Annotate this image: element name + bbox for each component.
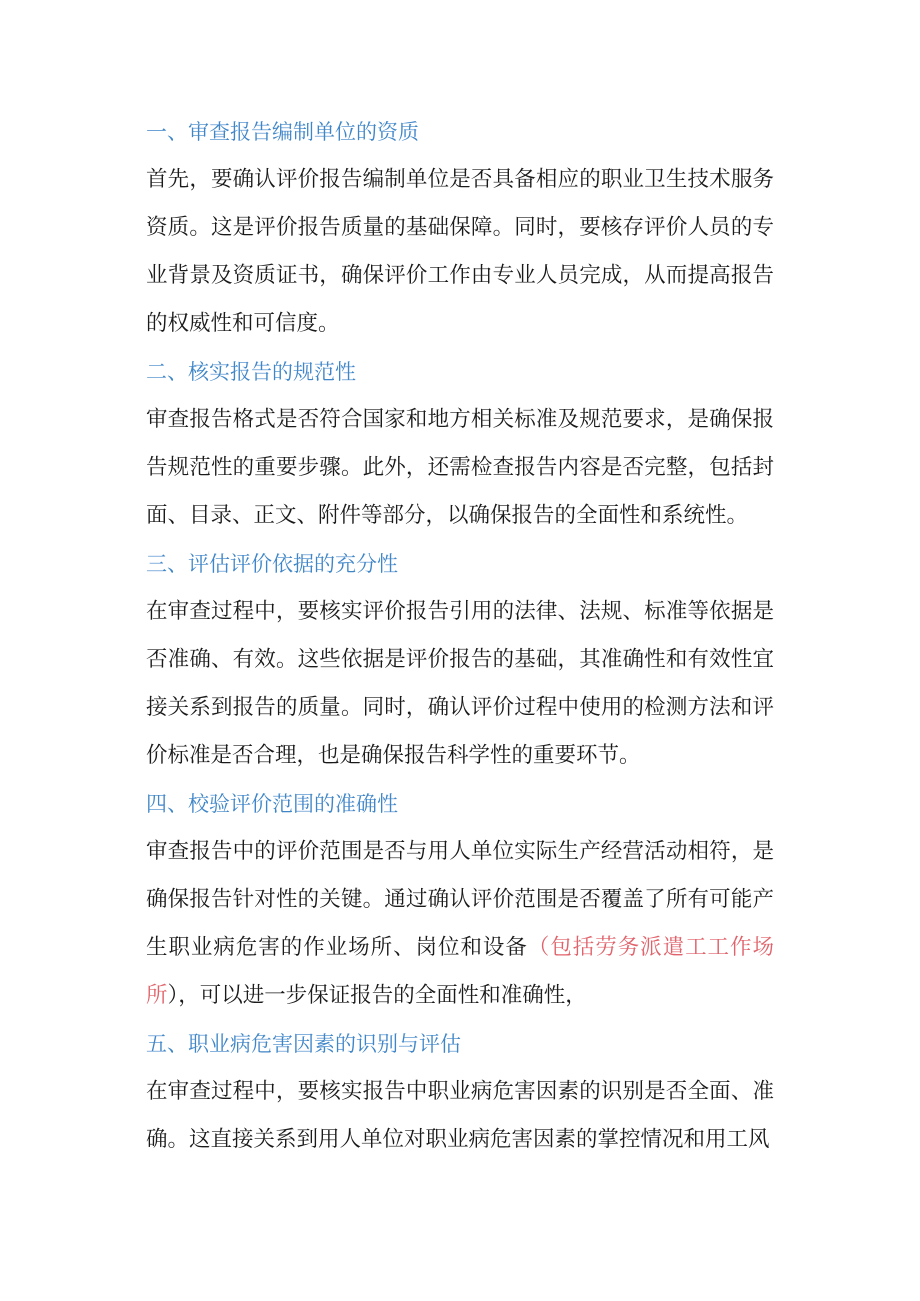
section-3 — [146, 540, 774, 780]
section-heading: 一、审查报告编制单位的资质 — [146, 120, 419, 144]
section-heading: 五、职业病危害因素的识别与评估 — [146, 1032, 461, 1056]
section-body: 在审查过程中，要核实评价报告引用的法律、法规、标准等依据是否准确、有效。这些依据是评价报告的基础，其准确性和有效性宜接关系到报告的质量。同时，确认评价过程中使用的检测方法和评价标准是否合理，也是确保报告科学性的重要环节。 — [146, 599, 774, 768]
section-body: 在审查过程中，要核实报告中职业病危害因素的识别是否全面、准确。这直接关系到用人单位对职业病危害因素的掌控情况和用工风 — [146, 1079, 774, 1152]
section-heading: 三、评估评价依据的充分性 — [146, 552, 398, 576]
section-heading: 四、校验评价范围的准确性 — [146, 792, 398, 816]
section-5 — [146, 1020, 774, 1164]
body-text: ），可以进一步保证报告的全面性和准确性， — [167, 983, 587, 1008]
section-body: 审查报告格式是否符合国家和地方相关标准及规范要求，是确保报告规范性的重要步骤。此外，还需检查报告内容是否完整，包括封面、目录、正文、附件等部分，以确保报告的全面性和系统性。 — [146, 407, 774, 528]
document-page — [146, 108, 774, 1164]
section-body — [146, 828, 774, 1020]
section-2 — [146, 348, 774, 540]
highlighted-text: （包括劳务派遣工工作场所 — [146, 935, 774, 1008]
section-4 — [146, 780, 774, 1020]
section-body: 首先，要确认评价报告编制单位是否具备相应的职业卫生技术服务资质。这是评价报告质量的基础保障。同时，要核存评价人员的专业背景及资质证书，确保评价工作由专业人员完成，从而提高报告的权威性和可信度。 — [146, 167, 774, 336]
section-heading: 二、核实报告的规范性 — [146, 360, 356, 384]
body-text: 审查报告中的评价范围是否与用人单位实际生产经营活动相符，是确保报告针对性的关键。通过确认评价范围是否覆盖了所有可能产生职业病危害的作业场所、岗位和设备 — [146, 839, 774, 960]
section-1 — [146, 108, 774, 348]
